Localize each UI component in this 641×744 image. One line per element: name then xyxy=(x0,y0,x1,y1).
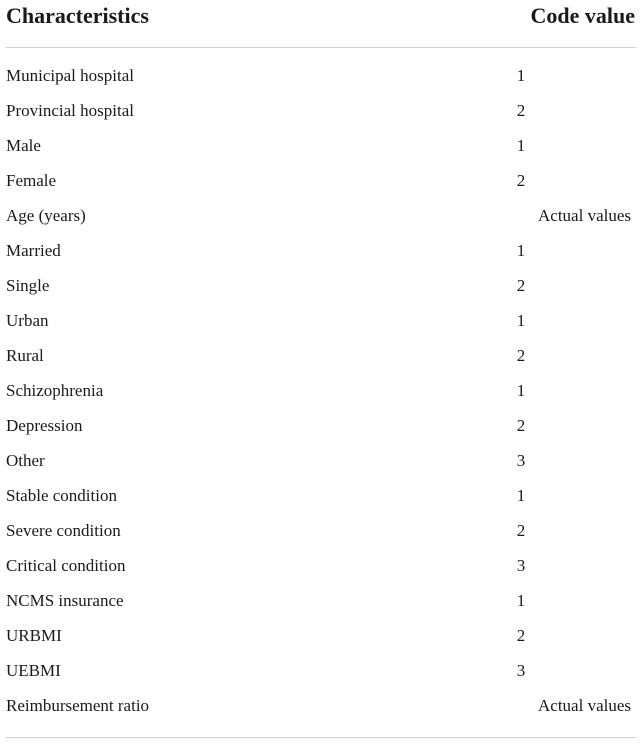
characteristic-cell: Municipal hospital xyxy=(6,66,134,85)
table-row xyxy=(0,480,641,515)
code-value-cell: 1 xyxy=(516,381,526,400)
table-row xyxy=(0,200,641,235)
characteristic-cell: Critical condition xyxy=(6,556,126,575)
code-value-cell: 1 xyxy=(516,66,526,85)
table-body xyxy=(0,60,641,725)
table-row xyxy=(0,690,641,725)
code-value-cell: 1 xyxy=(516,486,526,505)
table-row xyxy=(0,60,641,95)
characteristic-cell: Female xyxy=(6,171,57,190)
table-row xyxy=(0,95,641,130)
characteristic-cell: Severe condition xyxy=(6,521,121,540)
table-row xyxy=(0,585,641,620)
characteristic-cell: NCMS insurance xyxy=(6,591,124,610)
code-value-cell: 1 xyxy=(516,136,526,155)
code-value-cell: 2 xyxy=(516,171,526,190)
characteristic-cell: Age (years) xyxy=(6,206,86,225)
table-row xyxy=(0,445,641,480)
characteristic-cell: Depression xyxy=(6,416,83,435)
code-value-cell: 2 xyxy=(516,521,526,540)
code-value-cell: 1 xyxy=(516,241,526,260)
table-row xyxy=(0,410,641,445)
table-row xyxy=(0,340,641,375)
table-row xyxy=(0,270,641,305)
code-value-cell: 2 xyxy=(516,626,526,645)
characteristic-cell: UEBMI xyxy=(6,661,61,680)
table-row xyxy=(0,165,641,200)
code-value-cell: 2 xyxy=(516,346,526,365)
code-value-cell: Actual values xyxy=(538,206,631,225)
code-value-cell: Actual values xyxy=(538,696,631,715)
table-row xyxy=(0,620,641,655)
code-value-cell: 3 xyxy=(516,556,526,575)
code-value-cell: 1 xyxy=(516,591,526,610)
characteristic-cell: Provincial hospital xyxy=(6,101,134,120)
table-row xyxy=(0,655,641,690)
table-row xyxy=(0,375,641,410)
characteristic-cell: Schizophrenia xyxy=(6,381,104,400)
table-row xyxy=(0,550,641,585)
table-row xyxy=(0,305,641,340)
table-row xyxy=(0,130,641,165)
characteristic-cell: Married xyxy=(6,241,61,260)
characteristic-cell: Stable condition xyxy=(6,486,117,505)
code-value-cell: 1 xyxy=(516,311,526,330)
code-value-cell: 3 xyxy=(516,451,526,470)
characteristics-column-header: Characteristics xyxy=(6,3,149,28)
characteristic-cell: Male xyxy=(6,136,41,155)
characteristic-cell: URBMI xyxy=(6,626,62,645)
table-header xyxy=(0,0,641,46)
characteristic-cell: Reimbursement ratio xyxy=(6,696,150,715)
code-value-cell: 3 xyxy=(516,661,526,680)
characteristic-cell: Single xyxy=(6,276,50,295)
code-value-cell: 2 xyxy=(516,101,526,120)
code-value-column-header: Code value xyxy=(530,3,635,28)
characteristic-cell: Rural xyxy=(6,346,44,365)
characteristic-cell: Urban xyxy=(6,311,49,330)
characteristic-cell: Other xyxy=(6,451,45,470)
table-row xyxy=(0,235,641,270)
code-value-cell: 2 xyxy=(516,276,526,295)
table-row xyxy=(0,515,641,550)
header-divider xyxy=(6,47,636,48)
table-bottom-divider xyxy=(6,737,636,738)
code-value-cell: 2 xyxy=(516,416,526,435)
